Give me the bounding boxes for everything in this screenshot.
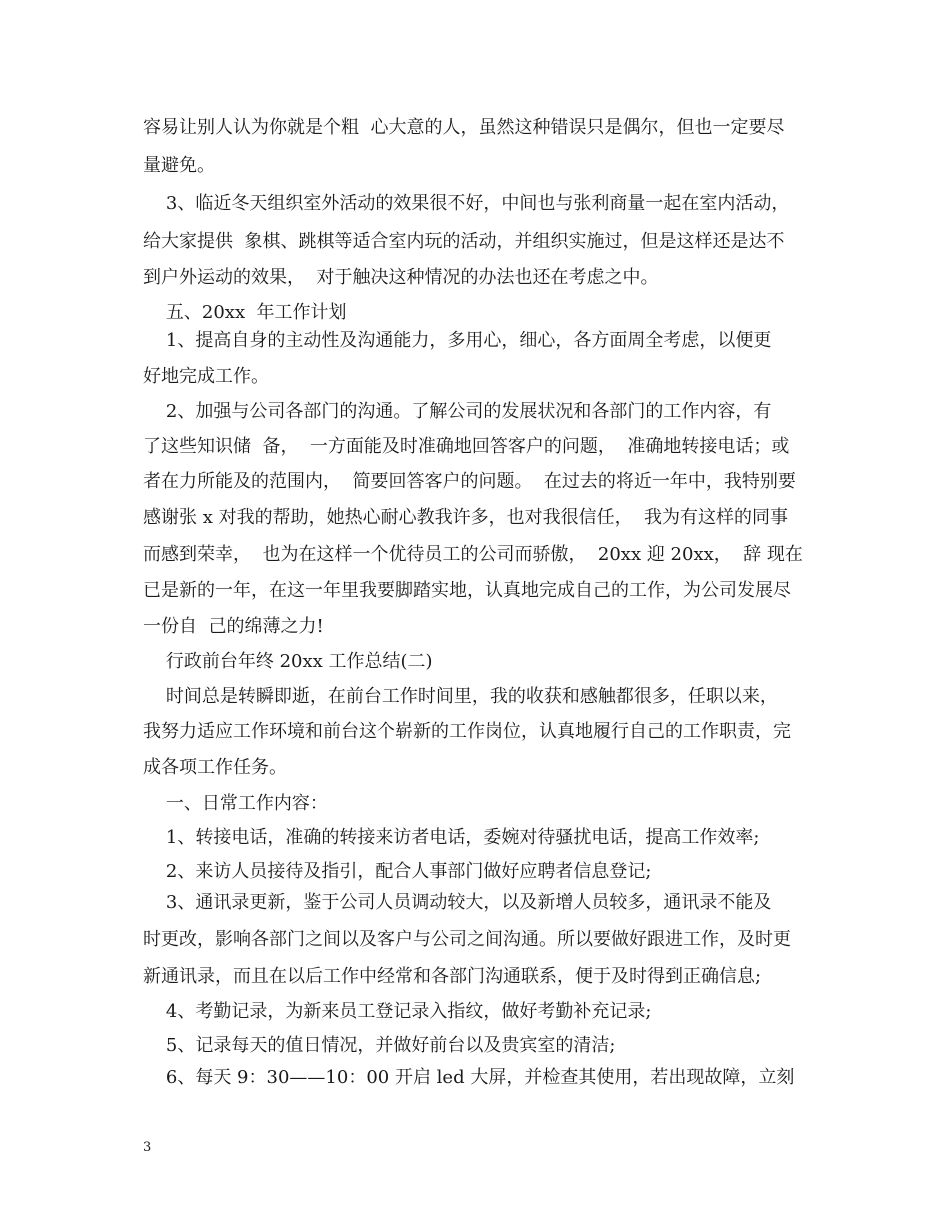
body-line: 而感到荣幸， 也为在这样一个优待员工的公司而骄傲， 20xx 迎 20xx， 辞 现在: [143, 544, 803, 565]
body-line: 给大家提供 象棋、跳棋等适合室内玩的活动，并组织实施过，但是这样还是达不: [143, 231, 785, 252]
body-line: 6、每天 9：30——10：00 开启 led 大屏，并检查其使用，若出现故障，立刻: [143, 1067, 795, 1088]
body-line: 了这些知识储 备， 一方面能及时准确地回答客户的问题， 准确地转接电话；或: [143, 436, 790, 457]
body-line: 3、通讯录更新，鉴于公司人员调动较大，以及新增人员较多，通讯录不能及: [143, 892, 772, 913]
body-line: 2、加强与公司各部门的沟通。了解公司的发展状况和各部门的工作内容，有: [143, 401, 772, 422]
body-line: 我努力适应工作环境和前台这个崭新的工作岗位，认真地履行自己的工作职责，完: [143, 721, 791, 742]
body-line: 1、转接电话，准确的转接来访者电话，委婉对待骚扰电话，提高工作效率;: [143, 827, 760, 848]
section-heading: 五、20xx 年工作计划: [143, 302, 347, 323]
body-line: 时更改，影响各部门之间以及客户与公司之间沟通。所以要做好跟进工作，及时更: [143, 929, 791, 950]
body-line: 者在力所能及的范围内， 简要回答客户的问题。 在过去的将近一年中，我特别要: [143, 471, 796, 492]
body-line: 到户外运动的效果， 对于触决这种情况的办法也还在考虑之中。: [143, 267, 659, 288]
body-line: 4、考勤记录，为新来员工登记录入指纹，做好考勤补充记录;: [143, 1001, 652, 1022]
body-line: 3、临近冬天组织室外活动的效果很不好，中间也与张利商量一起在室内活动，: [143, 193, 790, 214]
body-line: 容易让别人认为你就是个粗 心大意的人，虽然这种错误只是偶尔，但也一定要尽: [143, 117, 785, 138]
body-line: 量避免。: [143, 155, 215, 176]
body-line: 新通讯录，而且在以后工作中经常和各部门沟通联系，便于及时得到正确信息;: [143, 966, 762, 987]
page-number: 3: [143, 1140, 152, 1155]
section-heading: 行政前台年终 20xx 工作总结(二): [143, 651, 433, 672]
body-line: 已是新的一年，在这一年里我要脚踏实地，认真地完成自己的工作，为公司发展尽: [143, 580, 791, 601]
body-line: 1、提高自身的主动性及沟通能力，多用心，细心，各方面周全考虑，以便更: [143, 330, 772, 351]
body-line: 感谢张 x 对我的帮助，她热心耐心教我许多，也对我很信任， 我为有这样的同事: [143, 507, 789, 528]
body-line: 一份自 己的绵薄之力!: [143, 616, 324, 637]
body-line: 2、来访人员接待及指引，配合人事部门做好应聘者信息登记;: [143, 861, 652, 882]
body-line: 成各项工作任务。: [143, 757, 287, 778]
body-line: 5、记录每天的值日情况，并做好前台以及贵宾室的清洁;: [143, 1035, 616, 1056]
section-heading: 一、日常工作内容：: [143, 793, 328, 814]
body-line: 时间总是转瞬即逝，在前台工作时间里，我的收获和感触都很多，任职以来，: [143, 686, 778, 707]
body-line: 好地完成工作。: [143, 366, 269, 387]
